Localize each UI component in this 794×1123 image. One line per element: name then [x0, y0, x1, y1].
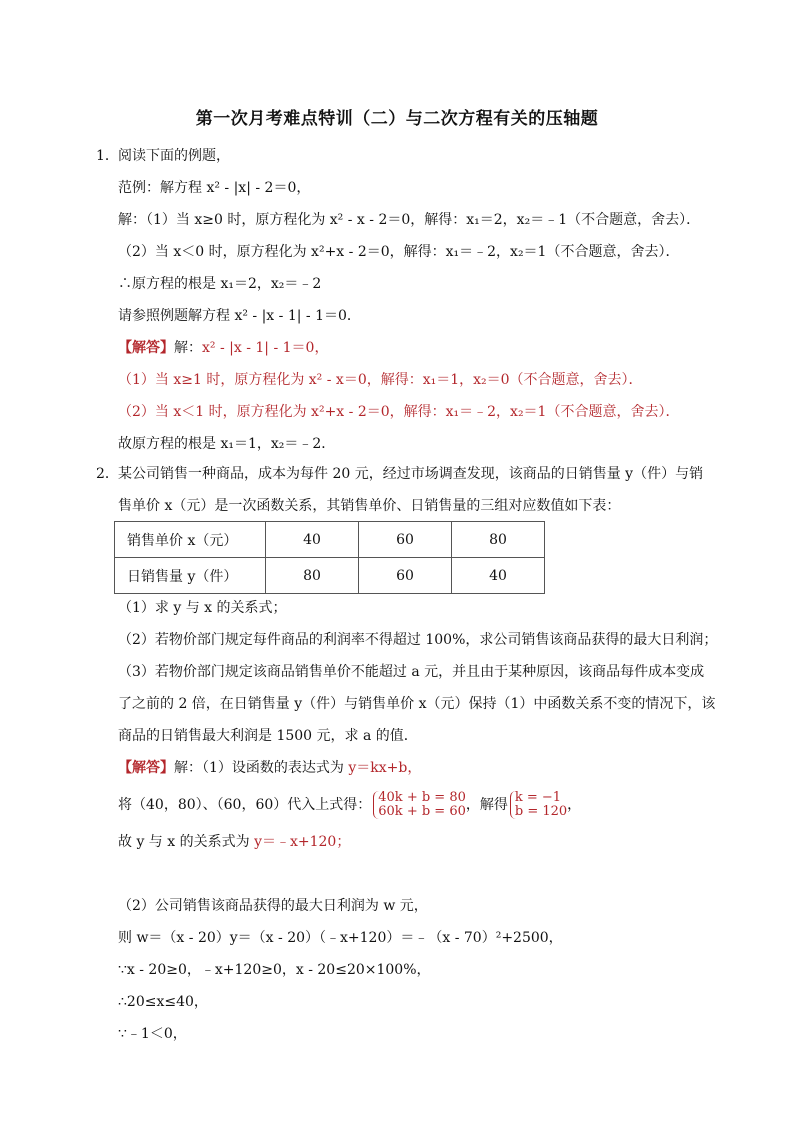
- answer-head: 解：（1）设函数的表达式为: [174, 760, 349, 776]
- q1-number: 1．: [96, 148, 119, 164]
- system1-line1: 40k + b = 80: [378, 790, 466, 805]
- q2-answer-substitution: [118, 790, 581, 820]
- table-cell: 80: [452, 522, 545, 558]
- q1-answer-case2: （2）当 x＜1 时，原方程化为 x²+x - 2＝0，解得：x₁＝﹣2，x₂＝1（不合题意，舍去）．: [118, 404, 680, 420]
- solve-text: ，解得: [465, 797, 508, 813]
- answer-head: 解：: [174, 340, 202, 356]
- table-row: [115, 522, 545, 558]
- table-row: [115, 558, 545, 594]
- q1-task: 请参照例题解方程 x² - |x - 1| - 1＝0．: [118, 308, 361, 324]
- q2-answer2-line4: ∴20≤x≤40，: [118, 994, 208, 1010]
- answer-equation: x² - |x - 1| - 1＝0，: [202, 340, 329, 356]
- relation-text: 故 y 与 x 的关系式为: [118, 834, 255, 850]
- table-cell: 60: [359, 522, 452, 558]
- q2-answer2-line3: ∵x - 20≥0，﹣x+120≥0，x - 20≤20×100%，: [118, 962, 431, 978]
- system2-line1: k = −1: [514, 790, 562, 805]
- comma: ，: [567, 797, 582, 813]
- q1-conclusion: 故原方程的根是 x₁＝1，x₂＝﹣2．: [118, 436, 336, 452]
- table-cell: 销售单价 x（元）: [115, 522, 266, 558]
- price-sales-table: [114, 521, 545, 594]
- q2-part2: （2）若物价部门规定每件商品的利润率不得超过 100%，求公司销售该商品获得的最大日利润；: [118, 632, 718, 648]
- q2-answer2-line5: ∵﹣1＜0，: [118, 1026, 187, 1042]
- relation-expression: y＝﹣x+120；: [254, 834, 351, 850]
- q2-stem-line1: 某公司销售一种商品，成本为每件 20 元，经过市场调查发现，该商品的日销售量 y（件）与销: [118, 466, 704, 482]
- table-cell: 40: [452, 558, 545, 594]
- q2-part1: （1）求 y 与 x 的关系式；: [118, 600, 287, 616]
- page-title: 第一次月考难点特训（二）与二次方程有关的压轴题: [195, 109, 599, 129]
- table-cell: 80: [266, 558, 359, 594]
- q1-solution-case2: （2）当 x＜0 时，原方程化为 x²+x - 2＝0，解得：x₁＝﹣2，x₂＝1（不合题意，舍去）．: [118, 244, 680, 260]
- substitution-text: 将（40，80）、（60，60）代入上式得：: [118, 797, 372, 813]
- q2-answer-relation: [118, 832, 350, 852]
- answer-expression: y＝kx+b，: [348, 760, 422, 776]
- q1-example: 范例：解方程 x² - |x| - 2＝0，: [118, 180, 311, 196]
- q1-solution-case1: 解：（1）当 x≥0 时，原方程化为 x² - x - 2＝0，解得：x₁＝2，x₂＝﹣1（不合题意，舍去）．: [118, 212, 701, 228]
- table-cell: 60: [359, 558, 452, 594]
- q1-intro: 阅读下面的例题，: [118, 148, 230, 164]
- q2-part3-line1: （3）若物价部门规定该商品销售单价不能超过 a 元，并且由于某种原因，该商品每件成本变成: [118, 664, 705, 680]
- q2-answer2-line2: 则 w＝（x - 20）y＝（x - 20）（﹣x+120）＝﹣（x - 70）²+2500，: [118, 930, 563, 946]
- q2-stem-line2: 售单价 x（元）是一次函数关系，其销售单价、日销售量的三组对应数值如下表：: [118, 498, 621, 514]
- answer-tag: 【解答】: [118, 760, 174, 776]
- q2-answer-line1: [118, 758, 421, 778]
- q2-part3-line2: 了之前的 2 倍，在日销售量 y（件）与销售单价 x（元）保持（1）中函数关系不变的情况下，该: [118, 696, 716, 712]
- system2-line2: b = 120: [514, 804, 568, 819]
- equation-system-2: [510, 791, 567, 819]
- table-cell: 日销售量 y（件）: [115, 558, 266, 594]
- q2-answer2-line1: （2）公司销售该商品获得的最大日利润为 w 元，: [118, 898, 428, 914]
- q2-number: 2．: [96, 466, 119, 482]
- table-cell: 40: [266, 522, 359, 558]
- system1-line2: 60k + b = 60: [378, 804, 466, 819]
- q1-answer: [118, 338, 328, 358]
- q2-part3-line3: 商品的日销售最大利润是 1500 元，求 a 的值．: [118, 728, 418, 744]
- equation-system-1: [373, 791, 466, 819]
- q1-answer-case1: （1）当 x≥1 时，原方程化为 x² - x＝0，解得：x₁＝1，x₂＝0（不合题意，舍去）．: [118, 372, 643, 388]
- q1-roots: ∴原方程的根是 x₁＝2，x₂＝﹣2: [118, 276, 322, 292]
- answer-tag: 【解答】: [118, 340, 174, 356]
